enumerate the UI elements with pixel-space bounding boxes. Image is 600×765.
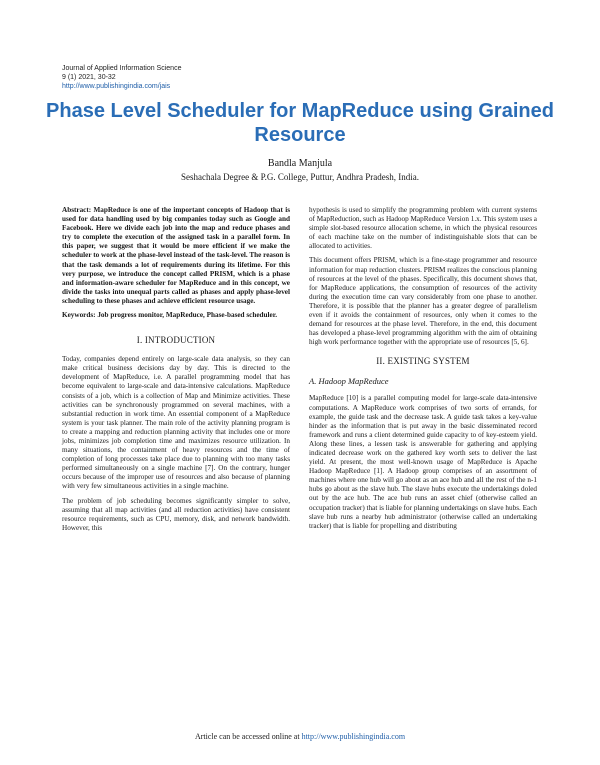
intro-paragraph-1: Today, companies depend entirely on large-scale data analysis, so they can make critical business decisions day by day. This is directed to the development of MapReduce, i.e. A parallel programming model that has become equivalent to large-scale and data-intensive calculations. MapReduce consists of a job, which is a collection of Map and Minimize activities. These activities can be synchronously programmed on several machines, with a substantial reduction in work time. An essential component of a MapReduce system is your task planner. The main role of the activity planning program is to create a mapping and reduction planning activity that includes one or more jobs, minimizes job completion time and maximizes resource utilization. In many situations, the containment of heavy resources and the time of completion of long processes take place due to planning with too many tasks performed simultaneously on a single machine [7]. On the contrary, hunger occurs because of the improper use of resources and also because of planning with very few simultaneous activities in a single machine.	[62, 355, 290, 491]
section-heading-introduction: I. INTRODUCTION	[136, 335, 216, 346]
subsection-heading-hadoop-mapreduce: A. Hadoop MapReduce	[309, 376, 389, 387]
author-name: Bandla Manjula	[267, 158, 333, 169]
existing-paragraph-1: MapReduce [10] is a parallel computing model for large-scale data-intensive computations. A MapReduce work comprises of two sorts of errands, for example, the guide task and the decrease task. A guide task takes a key-value hinder as the information that is put away in the basic disseminated record framework and runs a client determined guide capacity to of key-esteem yield. Along these lines, a lessen task is answerable for gathering and applying indicated decrease work on the gathered key worth sets to deliver the last yield. At present, the most well-known usage of MapReduce is Apache Hadoop MapReduce [1]. A Hadoop group comprises of an assortment of machines where one hub will go about as an ace hub and all the rest of the n-1 hubs go about as the slave hub. The slave hubs execute the undertakings doled out by the ace hub. The ace hub runs an asset chief (otherwise called an occupation tracker) that is liable for planning undertakings on slave hubs. Each slave hub runs a nearby hub administrator (otherwise called an undertaking tracker) that is liable for propelling and distributing	[309, 394, 537, 530]
journal-url-link[interactable]: http://www.publishingindia.com/jais	[62, 83, 171, 90]
keywords: Keywords: Job progress monitor, MapReduce, Phase-based scheduler.	[62, 311, 278, 320]
intro-paragraph-3: hypothesis is used to simplify the programming problem with current systems of MapReduction, such as Hadoop MapReduce Version 1.x. This system uses a simple slot-based resource allocation scheme, in which the physical resources of each machine take on the number of indistinguishable slots that can be allocated to activities.	[309, 206, 537, 251]
footer-text: Article can be accessed online at	[194, 732, 302, 741]
abstract: Abstract: MapReduce is one of the important concepts of Hadoop that is used for data handling used by big companies today such as Google and Facebook. Here we divide each job into the map and reduce phases and try to complete the execution of the assigned task in a parallel form. In this paper, we suggest that it would be more efficient if we make the scheduler to work at the phase-level instead of the task-level. The reason is that the task demands a lot of requirements during its lifetime. For this very purpose, we introduce the concept called PRISM, which is a phase and information-aware scheduler for MapReduce and in this concept, we divide the tasks into unequal parts called as phases and apply phase-level scheduling to these phases and achieve efficient resource usage.	[62, 206, 290, 305]
left-column	[62, 206, 290, 538]
footer-url-link[interactable]: http://www.publishingindia.com	[301, 732, 406, 741]
section-heading-existing-system: II. EXISTING SYSTEM	[376, 356, 470, 367]
journal-name: Journal of Applied Information Science	[62, 65, 182, 72]
page-footer	[40, 732, 560, 742]
intro-paragraph-4: This document offers PRISM, which is a fine-stage programmer and resource information for map reduction clusters. PRISM realizes the conscious planning of resources at the level of the phases. Specifically, this document shows that, for MapReduce applications, the consumption of resources of the activity during the execution time can vary considerably from one phase to another. Therefore, it is possible that the planner has a greater degree of parallelism even if it avoids the containment of resources, only when it comes to the demand for resources at the phase level. Therefore, in the end, this document has developed a phase-level programming algorithm with the aim of obtaining high work performance together with the appropriate use of resources [5, 6].	[309, 256, 537, 347]
paper-title: Phase Level Scheduler for MapReduce using Grained Resource	[46, 100, 554, 146]
journal-issue: 9 (1) 2021, 30-32	[62, 74, 116, 81]
intro-paragraph-2: The problem of job scheduling becomes significantly simpler to solve, assuming that all map activities (and all reduction activities) have consistent resource requirements, such as CPU, memory, disk, and network bandwidth. However, this	[62, 496, 290, 532]
author-affiliation: Seshachala Degree & P.G. College, Puttur, Andhra Pradesh, India.	[180, 172, 420, 182]
journal-header	[62, 64, 181, 91]
right-column	[309, 206, 537, 536]
